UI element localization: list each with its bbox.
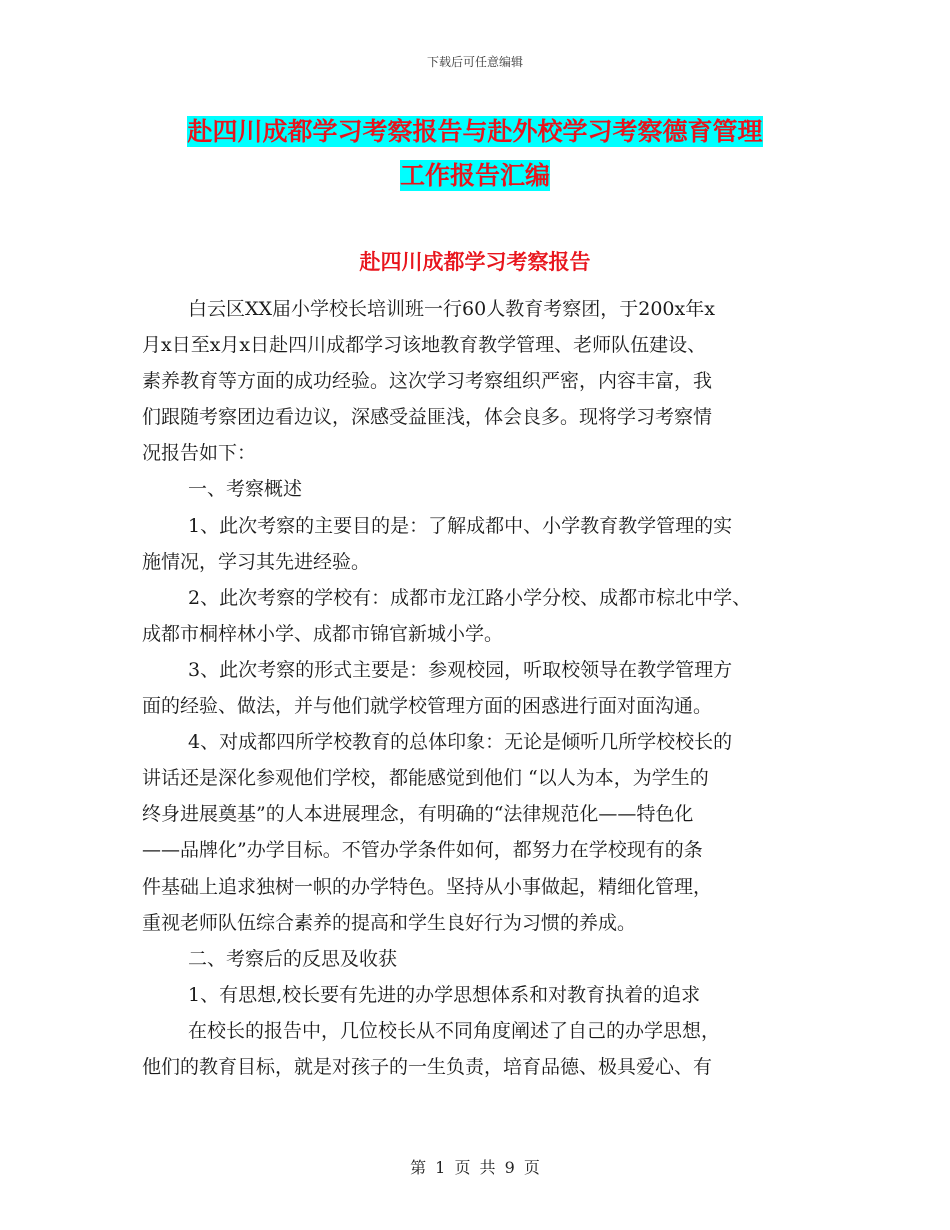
text-line: 们跟随考察团边看边议，深感受益匪浅，体会良多。现将学习考察情 [142, 406, 713, 429]
heading-line: 二、考察后的反思及收获 [188, 947, 398, 970]
text-line: 白云区XX届小学校长培训班一行60人教育考察团，于200x年x [188, 298, 715, 320]
text-line: 件基础上追求独树一帜的办学特色。坚持从小事做起，精细化管理， [142, 875, 713, 898]
text-line: 4、对成都四所学校教育的总体印象：无论是倾听几所学校校长的 [188, 731, 733, 754]
header-note: 下载后可任意编辑 [426, 55, 523, 69]
text-line: 他们的教育目标，就是对孩子的一生负责，培育品德、极具爱心、有 [142, 1055, 713, 1078]
text-line: 1、有思想,校长要有先进的办学思想体系和对教育执着的追求 [188, 983, 701, 1006]
text-line: 成都市桐梓林小学、成都市锦官新城小学。 [142, 622, 504, 645]
text-line: 况报告如下： [142, 442, 257, 465]
body-text [142, 291, 814, 1085]
text-line: 2、此次考察的学校有：成都市龙江路小学分校、成都市棕北中学、 [188, 586, 752, 609]
text-line: 月x日至x月x日赴四川成都学习该地教育教学管理、老师队伍建设、 [142, 334, 707, 357]
heading-line: 一、考察概述 [188, 478, 303, 501]
text-line: 面的经验、做法，并与他们就学校管理方面的困惑进行面对面沟通。 [142, 695, 713, 718]
text-line: 讲话还是深化参观他们学校，都能感觉到他们 “以人为本，为学生的 [142, 767, 709, 790]
text-line: 3、此次考察的形式主要是：参观校园，听取校领导在教学管理方 [188, 658, 733, 681]
text-line: 1、此次考察的主要目的是：了解成都中、小学教育教学管理的实 [188, 514, 733, 537]
document-title-line-1 [0, 112, 950, 148]
text-line: 在校长的报告中，几位校长从不同角度阐述了自己的办学思想， [188, 1019, 721, 1042]
text-line: 素养教育等方面的成功经验。这次学习考察组织严密，内容丰富，我 [142, 370, 713, 393]
text-line: ——品牌化”办学目标。不管办学条件如何，都努力在学校现有的条 [142, 839, 703, 862]
section-title: 赴四川成都学习考察报告 [359, 250, 591, 274]
document-title-line-2-text: 工作报告汇编 [399, 161, 550, 190]
page-footer: 第 1 页 共 9 页 [410, 1158, 540, 1177]
text-line: 施情况，学习其先进经验。 [142, 550, 371, 573]
text-line: 终身进展奠基”的人本进展理念，有明确的“法律规范化——特色化 [142, 803, 694, 826]
document-title-line-2 [0, 156, 950, 192]
document-title-line-1-text: 赴四川成都学习考察报告与赴外校学习考察德育管理 [187, 117, 763, 146]
text-line: 重视老师队伍综合素养的提高和学生良好行为习惯的养成。 [142, 911, 637, 934]
